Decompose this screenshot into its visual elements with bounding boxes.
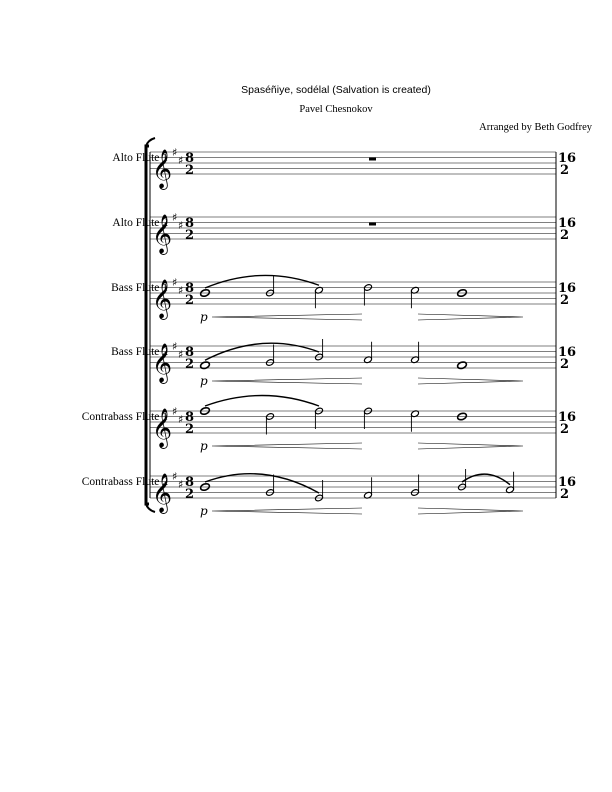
instrument-label-contrabass-flute-1: Contrabass Flute 1 — [81, 411, 168, 423]
instrument-label-alto-flute-2: Alto Flute 2 — [112, 217, 168, 229]
next-time-signature-bottom: 2 — [560, 487, 570, 502]
measure-rest — [369, 158, 376, 161]
decrescendo-hairpin — [418, 378, 523, 384]
time-signature-bottom: 2 — [185, 228, 195, 243]
sharp-icon: ♯ — [178, 219, 184, 232]
next-time-signature-top: 16 — [558, 281, 577, 296]
next-time-signature-top: 16 — [558, 216, 577, 231]
sharp-icon: ♯ — [172, 470, 178, 483]
time-signature-bottom: 2 — [185, 487, 195, 502]
dynamic-marking: p — [200, 439, 208, 453]
arranger-credit: Arranged by Beth Godfrey — [479, 122, 592, 133]
sharp-icon: ♯ — [178, 413, 184, 426]
slur — [205, 474, 319, 493]
dynamic-marking: p — [200, 310, 208, 324]
time-signature-top: 8 — [185, 475, 195, 490]
system-bracket — [146, 146, 149, 504]
time-signature-bottom: 2 — [185, 163, 195, 178]
crescendo-hairpin — [212, 443, 362, 449]
crescendo-hairpin — [212, 314, 362, 320]
time-signature-bottom: 2 — [185, 293, 195, 308]
next-time-signature-top: 16 — [558, 345, 577, 360]
crescendo-hairpin — [212, 508, 362, 514]
treble-clef-icon: 𝄞 — [152, 473, 173, 513]
treble-clef-icon: 𝄞 — [152, 279, 173, 319]
time-signature-top: 8 — [185, 345, 195, 360]
time-signature-bottom: 2 — [185, 422, 195, 437]
decrescendo-hairpin — [418, 508, 523, 514]
time-signature-top: 8 — [185, 151, 195, 166]
whole-note — [200, 361, 211, 370]
time-signature-top: 8 — [185, 281, 195, 296]
crescendo-hairpin — [212, 378, 362, 384]
time-signature-top: 8 — [185, 216, 195, 231]
next-time-signature-bottom: 2 — [560, 163, 570, 178]
instrument-label-bass-flute-1: Bass Flute 1 — [111, 282, 168, 294]
sharp-icon: ♯ — [172, 340, 178, 353]
whole-note — [457, 361, 468, 370]
instrument-label-contrabass-flute-2: Contrabass Flute 2 — [81, 476, 168, 488]
sharp-icon: ♯ — [172, 405, 178, 418]
next-time-signature-bottom: 2 — [560, 293, 570, 308]
next-time-signature-bottom: 2 — [560, 357, 570, 372]
time-signature-bottom: 2 — [185, 357, 195, 372]
sharp-icon: ♯ — [178, 154, 184, 167]
slur — [205, 396, 319, 407]
next-time-signature-top: 16 — [558, 151, 577, 166]
decrescendo-hairpin — [418, 314, 523, 320]
instrument-label-bass-flute-2: Bass Flute 2 — [111, 346, 168, 358]
sharp-icon: ♯ — [172, 276, 178, 289]
instrument-label-alto-flute-1: Alto Flute 1 — [112, 152, 168, 164]
treble-clef-icon: 𝄞 — [152, 214, 173, 254]
composer-name: Pavel Chesnokov — [299, 104, 373, 115]
sharp-icon: ♯ — [178, 284, 184, 297]
treble-clef-icon: 𝄞 — [152, 149, 173, 189]
dynamic-marking: p — [200, 504, 208, 518]
dynamic-marking: p — [200, 374, 208, 388]
slur — [205, 275, 319, 288]
sharp-icon: ♯ — [172, 146, 178, 159]
next-time-signature-top: 16 — [558, 410, 577, 425]
sharp-icon: ♯ — [178, 348, 184, 361]
decrescendo-hairpin — [418, 443, 523, 449]
treble-clef-icon: 𝄞 — [152, 408, 173, 448]
next-time-signature-top: 16 — [558, 475, 577, 490]
next-time-signature-bottom: 2 — [560, 422, 570, 437]
treble-clef-icon: 𝄞 — [152, 343, 173, 383]
sharp-icon: ♯ — [172, 211, 178, 224]
next-time-signature-bottom: 2 — [560, 228, 570, 243]
bracket-top-hook — [146, 138, 155, 146]
score-title: Spaséñiye, sodélal (Salvation is created) — [241, 84, 431, 96]
time-signature-top: 8 — [185, 410, 195, 425]
sharp-icon: ♯ — [178, 478, 184, 491]
measure-rest — [369, 223, 376, 226]
